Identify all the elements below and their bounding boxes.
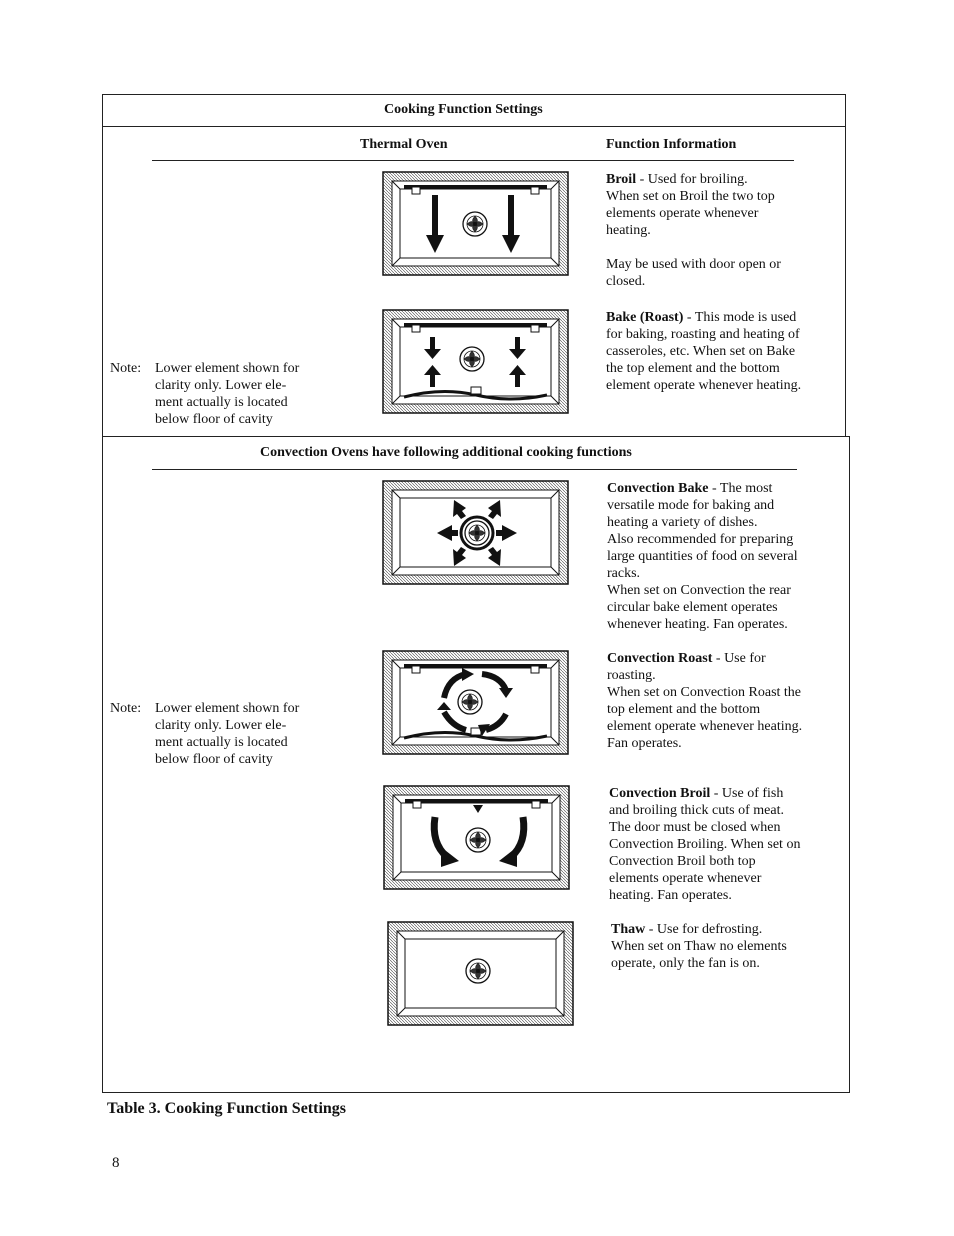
thaw-description: Thaw - Use for defrosting. When set on Thaw no elements operate, only the fan is on.: [611, 922, 787, 971]
note-1: Note: Lower element shown for clarity only. Lower ele- ment actually is located below floor of cavity: [110, 361, 300, 427]
broil-description: Broil - Used for broiling. When set on Broil the two top elements operate whenever heating.: [606, 172, 775, 238]
col-thermal-oven: Thermal Oven: [360, 137, 448, 152]
oven-convection-bake-icon: [382, 480, 569, 585]
bake-title: Bake (Roast): [606, 310, 684, 325]
convection-divider: [152, 469, 797, 470]
convection-broil-description: Convection Broil - Use of fish and broiling thick cuts of meat. The door must be closed when Convection Broiling. When set on Convection Broil both top elements operate whenever heating. Fan operates.: [609, 786, 801, 903]
convection-bake-description: Convection Bake - The most versatile mode for baking and heating a variety of dishes. Also recommended for preparing large quantities of food on several racks. When set on Convection the rear circular bake element operates whenever heating. Fan operates.: [607, 481, 798, 632]
oven-broil-icon: [382, 171, 569, 276]
convection-roast-description: Convection Roast - Use for roasting. When set on Convection Roast the top element and the bottom element operate whenever heating. Fan operates.: [607, 651, 803, 751]
thaw-title: Thaw: [611, 922, 646, 937]
oven-convection-broil-icon: [383, 785, 570, 890]
table-caption: Table 3. Cooking Function Settings: [107, 1100, 347, 1117]
convection-broil-title: Convection Broil: [609, 786, 711, 801]
note-2: Note: Lower element shown for clarity only. Lower ele- ment actually is located below floor of cavity: [110, 701, 300, 767]
convection-roast-title: Convection Roast: [607, 651, 713, 666]
oven-thaw-icon: [387, 921, 574, 1026]
page-number: 8: [112, 1155, 120, 1171]
col-function-information: Function Information: [606, 137, 737, 152]
convection-bake-title: Convection Bake: [607, 481, 709, 496]
column-divider: [152, 160, 794, 161]
broil-title: Broil: [606, 172, 637, 187]
header-divider: [102, 126, 846, 127]
table-header: Cooking Function Settings: [384, 102, 543, 117]
bake-description: Bake (Roast) - This mode is used for baking, roasting and heating of casseroles, etc. When set on Bake the top element and the bottom element operate whenever heating.: [606, 310, 802, 393]
convection-header: Convection Ovens have following additional cooking functions: [260, 445, 632, 460]
oven-convection-roast-icon: [382, 650, 569, 755]
broil-door-note: May be used with door open or closed.: [606, 257, 781, 289]
oven-bake-icon: [382, 309, 569, 414]
